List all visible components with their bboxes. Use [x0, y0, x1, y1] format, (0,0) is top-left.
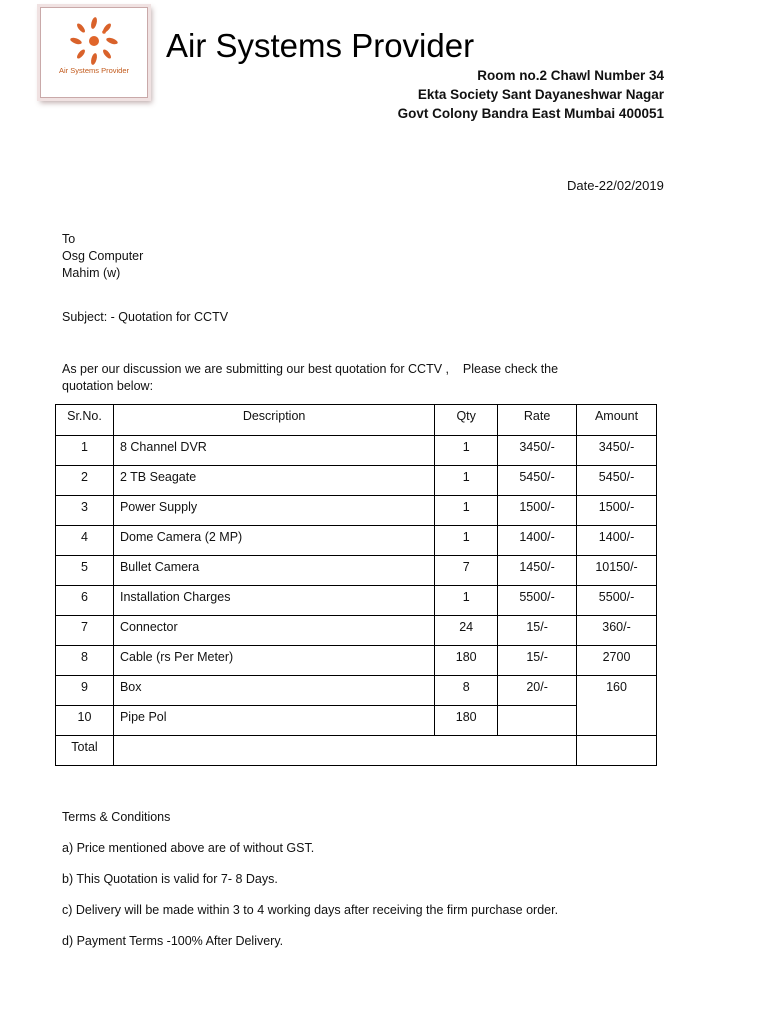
table-row: [56, 556, 657, 586]
header-qty: Qty: [435, 405, 498, 436]
row-sr: 4: [56, 526, 114, 556]
row-sr: 6: [56, 586, 114, 616]
recipient-to: To: [62, 232, 76, 246]
row-description: Connector: [113, 616, 434, 646]
intro-line-1: As per our discussion we are submitting our best quotation for CCTV , Please check the: [62, 362, 559, 376]
row-qty: 24: [435, 616, 498, 646]
row-sr: 2: [56, 466, 114, 496]
row-description: Box: [113, 676, 434, 706]
row-description: Installation Charges: [113, 586, 434, 616]
recipient-name: Osg Computer: [62, 249, 144, 263]
row-qty: 180: [435, 706, 498, 736]
table-row: [56, 526, 657, 556]
row-rate: 15/-: [498, 616, 577, 646]
address-line-3: Govt Colony Bandra East Mumbai 400051: [397, 106, 664, 121]
row-amount: 5500/-: [577, 586, 657, 616]
header-rate: Rate: [498, 405, 577, 436]
table-row: [56, 646, 657, 676]
row-rate: 5450/-: [498, 466, 577, 496]
table-row: [56, 496, 657, 526]
terms-item: c) Delivery will be made within 3 to 4 working days after receiving the firm purchase order.: [62, 903, 559, 917]
recipient-location: Mahim (w): [62, 266, 121, 280]
row-description: Dome Camera (2 MP): [113, 526, 434, 556]
row-description: 2 TB Seagate: [113, 466, 434, 496]
row-rate: 20/-: [498, 676, 577, 706]
header-description: Description: [113, 405, 434, 436]
table-row: [56, 436, 657, 466]
row-rate: 1400/-: [498, 526, 577, 556]
table-header-row: [56, 405, 657, 436]
row-description: Pipe Pol: [113, 706, 434, 736]
row-sr: 3: [56, 496, 114, 526]
address-line-1: Room no.2 Chawl Number 34: [477, 68, 664, 83]
terms-item: b) This Quotation is valid for 7- 8 Days.: [62, 872, 278, 886]
row-sr: 7: [56, 616, 114, 646]
logo-caption: Air Systems Provider: [58, 66, 130, 75]
table-row: [56, 616, 657, 646]
row-qty: 1: [435, 436, 498, 466]
row-qty: 180: [435, 646, 498, 676]
row-amount: 360/-: [577, 616, 657, 646]
total-spacer: [113, 736, 576, 766]
row-qty: 1: [435, 526, 498, 556]
row-qty: 1: [435, 586, 498, 616]
row-description: Power Supply: [113, 496, 434, 526]
row-sr: 8: [56, 646, 114, 676]
row-qty: 1: [435, 466, 498, 496]
address-line-2: Ekta Society Sant Dayaneshwar Nagar: [417, 87, 664, 102]
total-label: Total: [56, 736, 114, 766]
row-amount: 2700: [577, 646, 657, 676]
table-row: [56, 466, 657, 496]
row-amount: 3450/-: [577, 436, 657, 466]
terms-item: d) Payment Terms -100% After Delivery.: [62, 934, 284, 948]
row-description: Bullet Camera: [113, 556, 434, 586]
row-sr: 10: [56, 706, 114, 736]
row-qty: 1: [435, 496, 498, 526]
row-amount: 1400/-: [577, 526, 657, 556]
intro-line-2: quotation below:: [62, 379, 154, 393]
row-rate: 1500/-: [498, 496, 577, 526]
row-amount: 1500/-: [577, 496, 657, 526]
row-amount: 160: [577, 676, 657, 736]
table-row: [56, 676, 657, 706]
row-sr: 5: [56, 556, 114, 586]
header-amount: Amount: [577, 405, 657, 436]
row-description: Cable (rs Per Meter): [113, 646, 434, 676]
row-rate: 5500/-: [498, 586, 577, 616]
row-amount: 10150/-: [577, 556, 657, 586]
table-row: [56, 706, 657, 736]
header-sr: Sr.No.: [56, 405, 114, 436]
sun-icon: [68, 16, 120, 66]
row-rate: 1450/-: [498, 556, 577, 586]
terms-item: a) Price mentioned above are of without GST.: [62, 841, 315, 855]
table-total-row: [56, 736, 657, 766]
terms-title: Terms & Conditions: [62, 810, 171, 824]
row-rate: 3450/-: [498, 436, 577, 466]
row-qty: 7: [435, 556, 498, 586]
company-name: Air Systems Provider: [166, 27, 475, 64]
table-row: [56, 586, 657, 616]
subject: Subject: - Quotation for CCTV: [62, 310, 229, 324]
row-rate: 15/-: [498, 646, 577, 676]
total-amount: [577, 736, 657, 766]
row-qty: 8: [435, 676, 498, 706]
row-sr: 9: [56, 676, 114, 706]
company-logo: [40, 7, 148, 98]
row-rate: [498, 706, 577, 736]
quotation-table: [55, 404, 657, 766]
row-amount: 5450/-: [577, 466, 657, 496]
row-description: 8 Channel DVR: [113, 436, 434, 466]
row-sr: 1: [56, 436, 114, 466]
date: Date-22/02/2019: [567, 178, 664, 193]
